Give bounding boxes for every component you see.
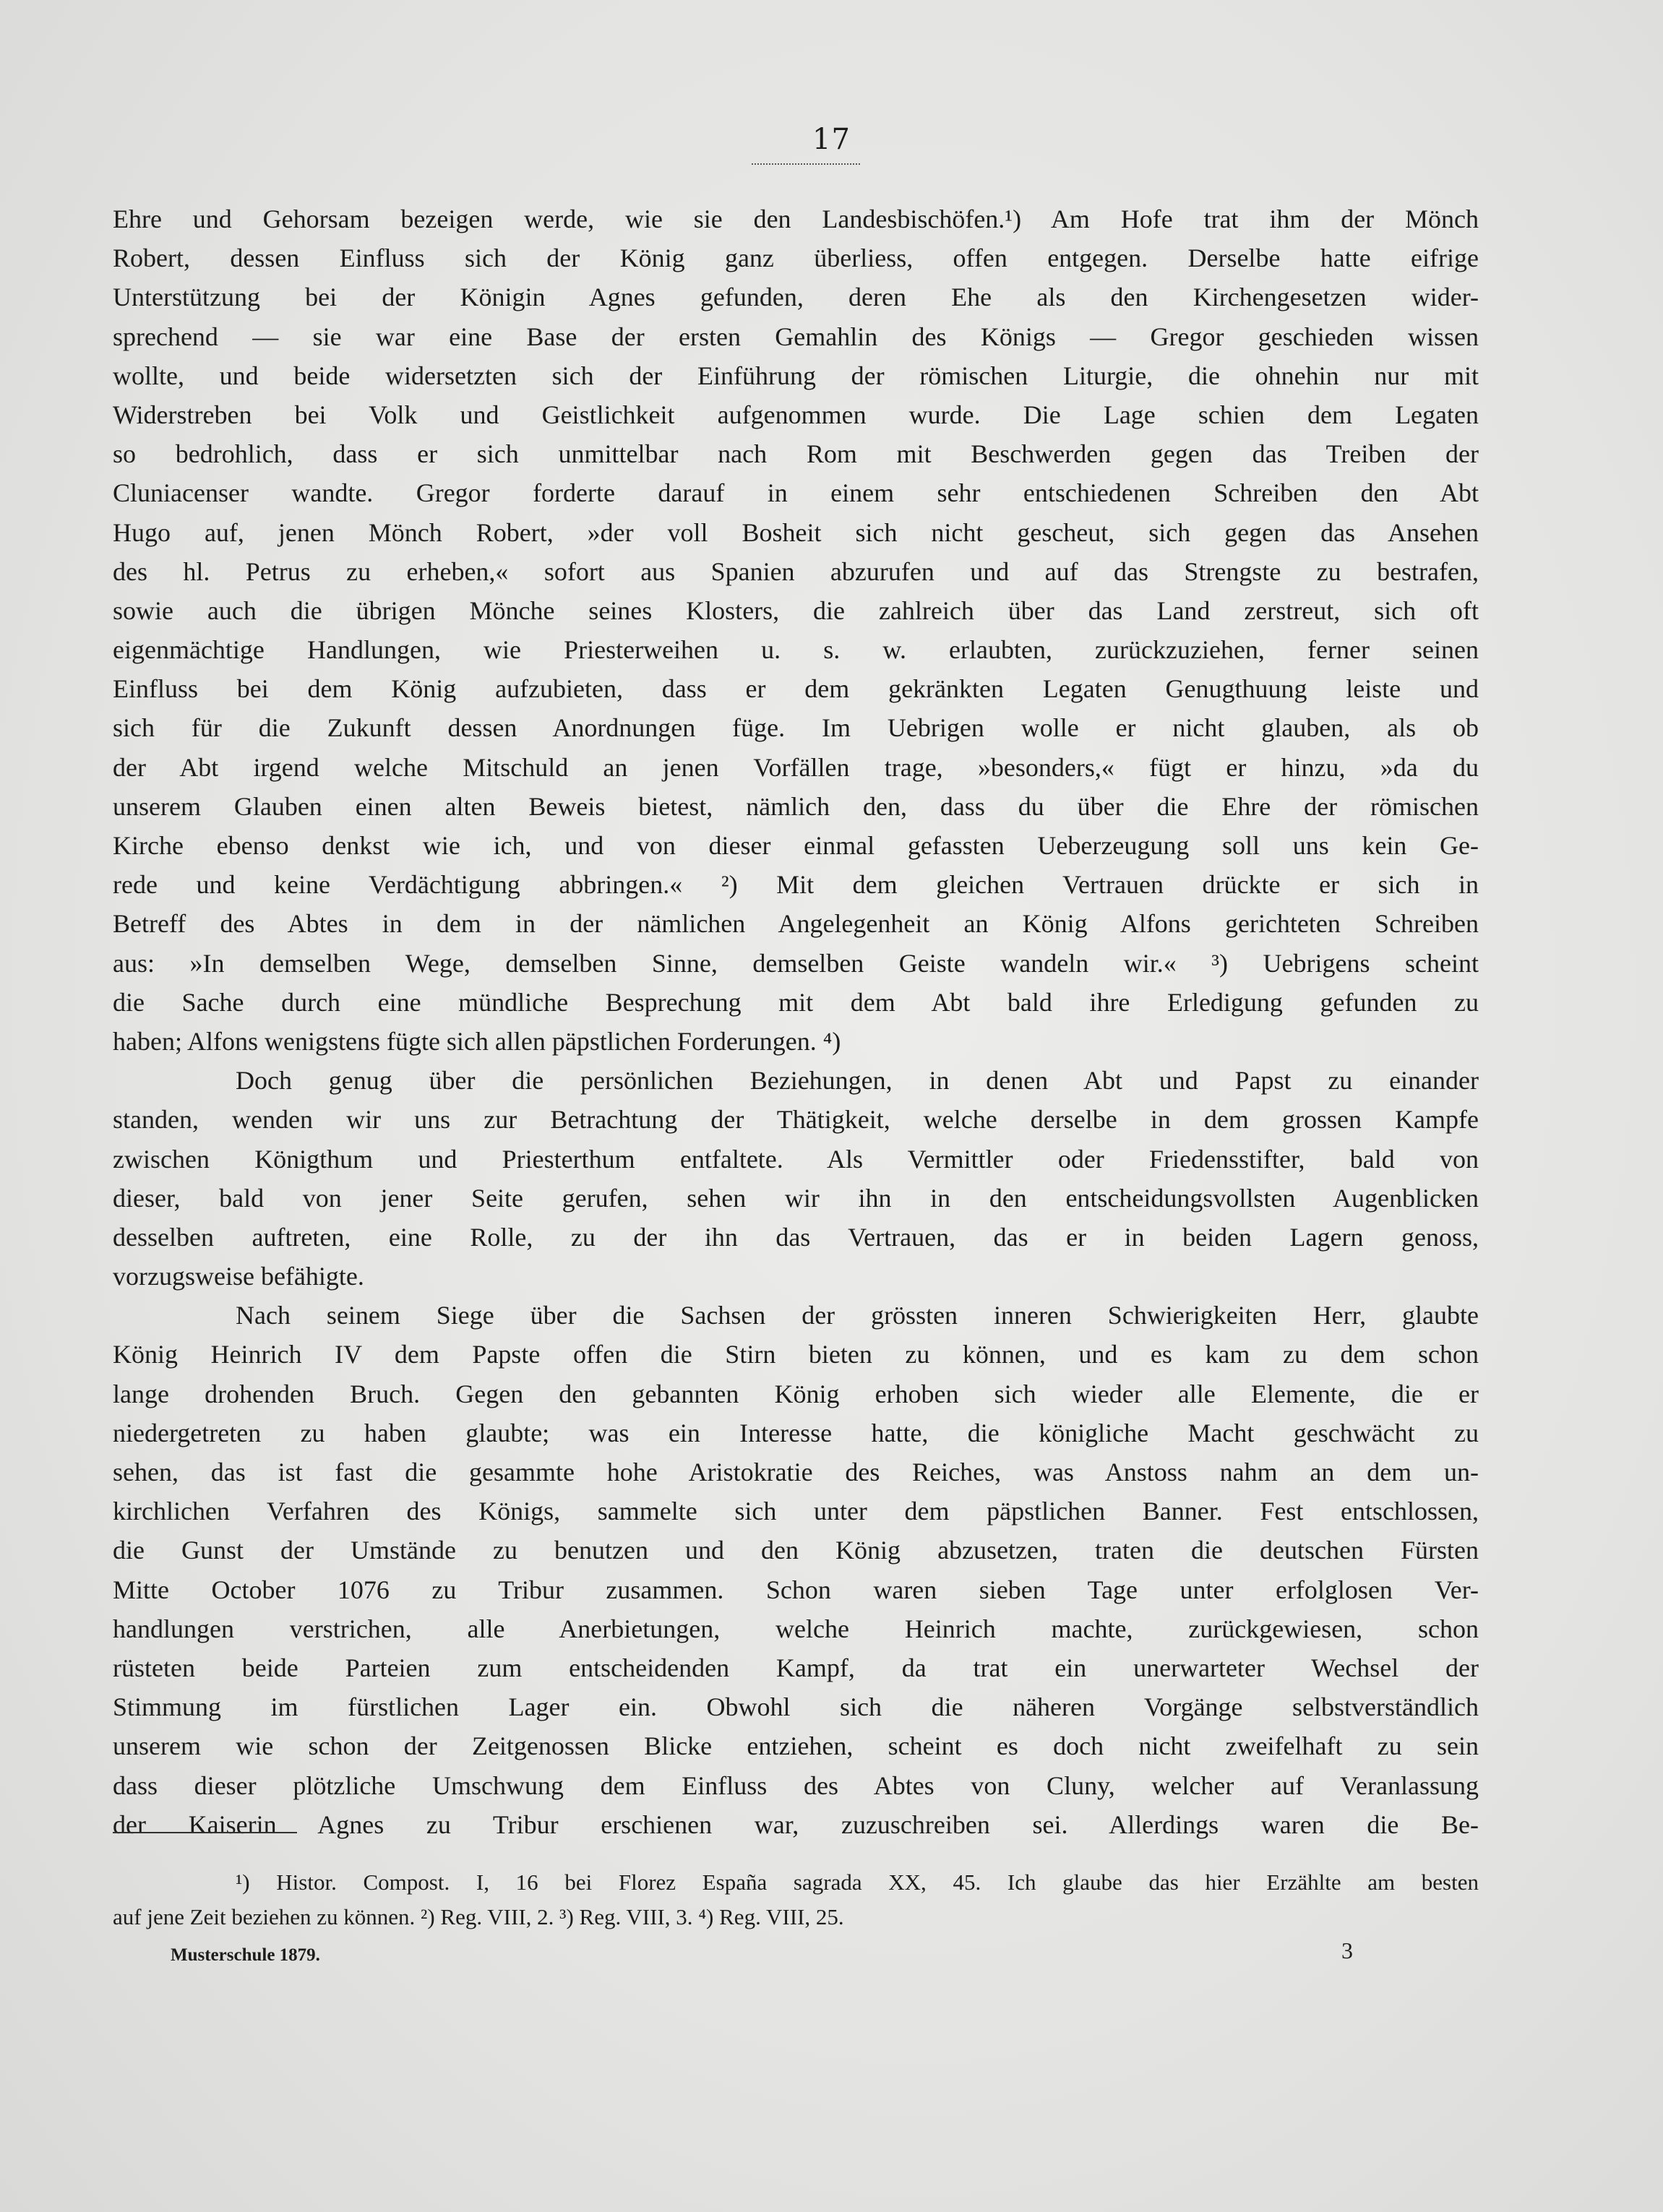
text-line: des hl. Petrus zu erheben,« sofort aus Spanien abzurufen und auf das Strengste zu bestrafen, bbox=[113, 556, 1479, 586]
text-line: sehen, das ist fast die gesammte hohe Aristokratie des Reiches, was Anstoss nahm an dem un- bbox=[113, 1458, 1479, 1486]
text-line: Nach seinem Siege über die Sachsen der grössten inneren Schwierigkeiten Herr, glaubte bbox=[236, 1301, 1479, 1330]
text-line: Widerstreben bei Volk und Geistlichkeit aufgenommen wurde. Die Lage schien dem Legaten bbox=[113, 400, 1479, 429]
page-number: 17 bbox=[812, 123, 851, 156]
text-line: unserem wie schon der Zeitgenossen Blicke entziehen, scheint es doch nicht zweifelhaft zu sein bbox=[113, 1731, 1479, 1761]
text-line: niedergetreten zu haben glaubte; was ein Interesse hatte, die königliche Macht geschwächt zu bbox=[113, 1418, 1479, 1447]
text-line: vorzugsweise befähigte. bbox=[113, 1262, 364, 1291]
text-line: desselben auftreten, eine Rolle, zu der ihn das Vertrauen, das er in beiden Lagern genoss, bbox=[113, 1222, 1479, 1252]
text-line: wollte, und beide widersetzten sich der Einführung der römischen Liturgie, die ohnehin nur mit bbox=[113, 361, 1479, 390]
text-line: Hugo auf, jenen Mönch Robert, »der voll Bosheit sich nicht gescheut, sich gegen das Ansehen bbox=[113, 517, 1479, 547]
page-number-ornament bbox=[752, 163, 860, 165]
text-line: handlungen verstrichen, alle Anerbietungen, welche Heinrich machte, zurückgewiesen, schon bbox=[113, 1614, 1479, 1643]
text-line: unserem Glauben einen alten Beweis bietest, nämlich den, dass du über die Ehre der römischen bbox=[113, 791, 1479, 821]
footnote-separator bbox=[113, 1832, 297, 1833]
text-line: Ehre und Gehorsam bezeigen werde, wie sie den Landesbischöfen.¹) Am Hofe trat ihm der Mönch bbox=[113, 205, 1479, 233]
text-line: rüsteten beide Parteien zum entscheidenden Kampf, da trat ein unerwarteter Wechsel der bbox=[113, 1653, 1479, 1682]
body-text bbox=[113, 199, 1479, 1844]
text-line: Kirche ebenso denkst wie ich, und von dieser einmal gefassten Ueberzeugung soll uns kein Ge- bbox=[113, 831, 1479, 860]
text-line: sprechend — sie war eine Base der ersten Gemahlin des Königs — Gregor geschieden wissen bbox=[113, 322, 1479, 351]
text-line: die Sache durch eine mündliche Besprechung mit dem Abt bald ihre Erledigung gefunden zu bbox=[113, 987, 1479, 1017]
text-line: König Heinrich IV dem Papste offen die Stirn bieten zu können, und es kam zu dem schon bbox=[113, 1340, 1479, 1369]
footnote-line: ¹) Histor. Compost. I, 16 bei Florez España sagrada XX, 45. Ich glaube das hier Erzählte am besten bbox=[236, 1869, 1479, 1895]
text-line: aus: »In demselben Wege, demselben Sinne, demselben Geiste wandeln wir.« ³) Uebrigens scheint bbox=[113, 948, 1479, 978]
text-line: sowie auch die übrigen Mönche seines Klosters, die zahlreich über das Land zerstreut, sich oft bbox=[113, 595, 1479, 625]
footnote-line: auf jene Zeit beziehen zu können. ²) Reg. VIII, 2. ³) Reg. VIII, 3. ⁴) Reg. VIII, 25. bbox=[113, 1904, 844, 1929]
text-line: Doch genug über die persönlichen Beziehungen, in denen Abt und Papst zu einander bbox=[236, 1066, 1479, 1096]
text-line: Unterstützung bei der Königin Agnes gefunden, deren Ehe als den Kirchengesetzen wider- bbox=[113, 283, 1479, 312]
text-line: sich für die Zukunft dessen Anordnungen füge. Im Uebrigen wolle er nicht glauben, als ob bbox=[113, 713, 1479, 743]
text-line: die Gunst der Umstände zu benutzen und den König abzusetzen, traten die deutschen Fürsten bbox=[113, 1536, 1479, 1565]
signature-mark: 3 bbox=[1341, 1937, 1353, 1963]
imprint-line: Musterschule 1879. bbox=[171, 1945, 320, 1965]
text-line: der Kaiserin Agnes zu Tribur erschienen war, zuzuschreiben sei. Allerdings waren die Be- bbox=[113, 1809, 1479, 1839]
text-line: Stimmung im fürstlichen Lager ein. Obwohl sich die näheren Vorgänge selbstverständlich bbox=[113, 1692, 1479, 1722]
text-line: Betreff des Abtes in dem in der nämlichen Angelegenheit an König Alfons gerichteten Schreiben bbox=[113, 909, 1479, 939]
text-line: rede und keine Verdächtigung abbringen.« ²) Mit dem gleichen Vertrauen drückte er sich in bbox=[113, 870, 1479, 900]
text-line: zwischen Königthum und Priesterthum entfaltete. Als Vermittler oder Friedensstifter, bald von bbox=[113, 1144, 1479, 1174]
text-line: Mitte October 1076 zu Tribur zusammen. Schon waren sieben Tage unter erfolglosen Ver- bbox=[113, 1575, 1479, 1604]
text-line: haben; Alfons wenigstens fügte sich allen päpstlichen Forderungen. ⁴) bbox=[113, 1026, 841, 1056]
text-line: eigenmächtige Handlungen, wie Priesterweihen u. s. w. erlaubten, zurückzuziehen, ferner seinen bbox=[113, 635, 1479, 665]
text-line: Einfluss bei dem König aufzubieten, dass er dem gekränkten Legaten Genugthuung leiste und bbox=[113, 674, 1479, 704]
text-line: kirchlichen Verfahren des Königs, sammelte sich unter dem päpstlichen Banner. Fest entschlossen, bbox=[113, 1497, 1479, 1526]
text-line: so bedrohlich, dass er sich unmittelbar nach Rom mit Beschwerden gegen das Treiben der bbox=[113, 439, 1479, 469]
text-line: der Abt irgend welche Mitschuld an jenen Vorfällen trage, »besonders,« fügt er hinzu, »da du bbox=[113, 752, 1479, 782]
footnotes bbox=[113, 1865, 1479, 1935]
text-line: dass dieser plötzliche Umschwung dem Einfluss des Abtes von Cluny, welcher auf Veranlassung bbox=[113, 1770, 1479, 1800]
text-line: dieser, bald von jener Seite gerufen, sehen wir ihn in den entscheidungsvollsten Augenblicken bbox=[113, 1183, 1479, 1213]
text-line: Cluniacenser wandte. Gregor forderte darauf in einem sehr entschiedenen Schreiben den Abt bbox=[113, 478, 1479, 508]
text-line: Robert, dessen Einfluss sich der König ganz überliess, offen entgegen. Derselbe hatte eifrige bbox=[113, 244, 1479, 273]
text-line: standen, wenden wir uns zur Betrachtung der Thätigkeit, welche derselbe in dem grossen Kampfe bbox=[113, 1105, 1479, 1135]
text-line: lange drohenden Bruch. Gegen den gebannten König erhoben sich wieder alle Elemente, die er bbox=[113, 1379, 1479, 1408]
